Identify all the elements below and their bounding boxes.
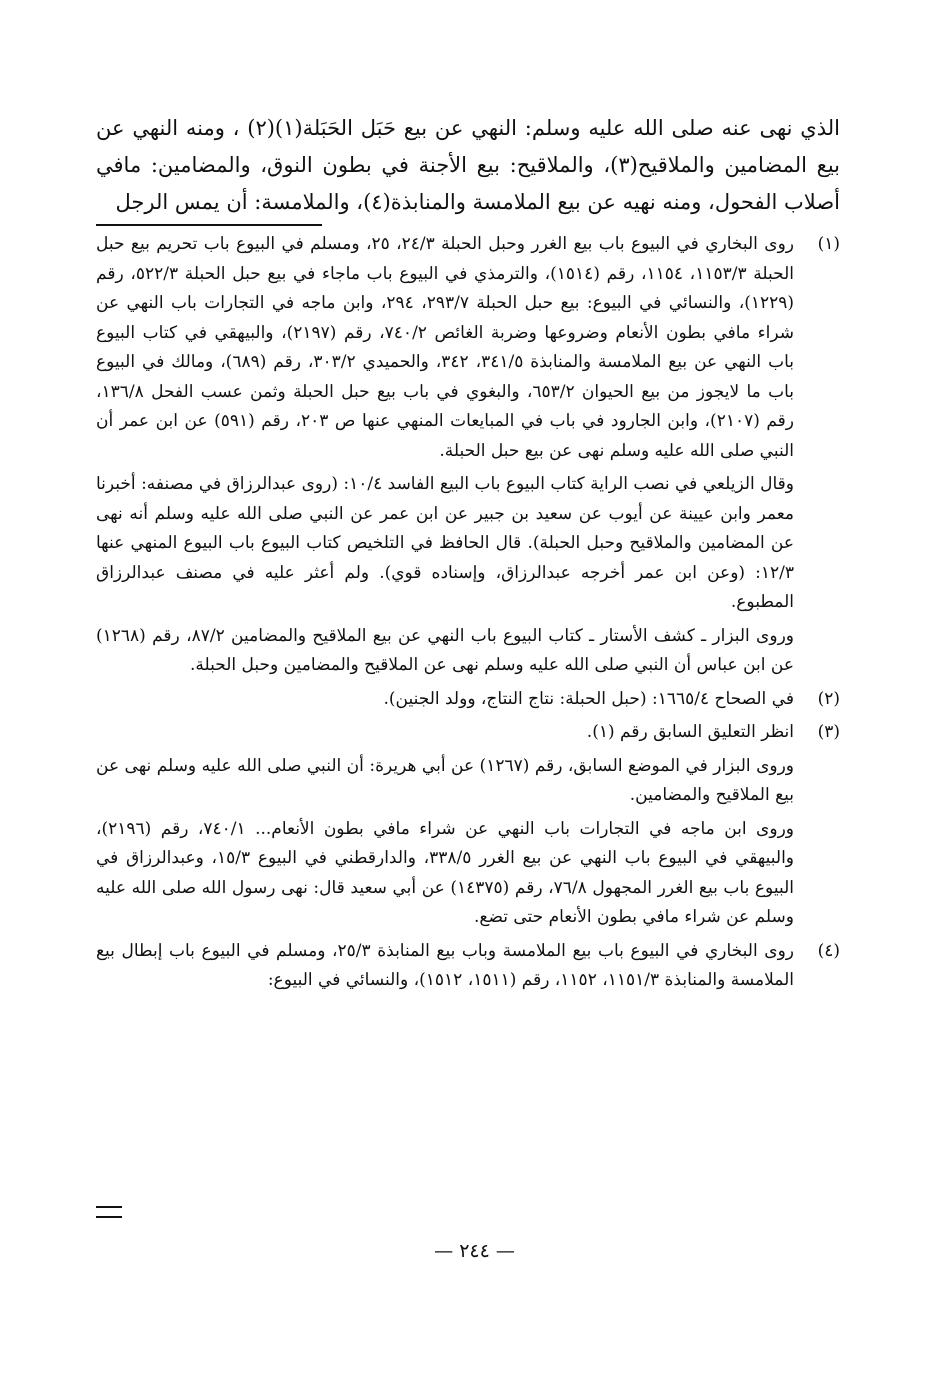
footnote-4 <box>96 937 840 1000</box>
footnotes <box>96 230 840 1000</box>
footnote-separator <box>96 224 322 226</box>
footnote-body <box>96 230 794 685</box>
footnote-body <box>96 685 794 719</box>
footnote-paragraph: روى البخاري في البيوع باب بيع الغرر وحبل الحبلة ٢٤/٣، ٢٥، ومسلم في البيوع باب تحريم بيع حبل الحبلة ١١٥٣/٣، ١١٥٤، رقم (١٥١٤)، والترمذي في البيوع باب ماجاء في بيع حبل الحبلة ٥٢٢/٣، رقم (١٢٢٩)، والنسائي في البيوع: بيع حبل الحبلة ٢٩٣/٧، ٢٩٤، وابن ماجه في التجارات باب النهي عن شراء مافي بطون الأنعام وضروعها وضربة الغائص ٧٤٠/٢، رقم (٢١٩٧)، والبيهقي في كتاب البيوع باب النهي عن بيع الملامسة والمنابذة ٣٤١/٥، ٣٤٢، والحميدي ٣٠٣/٢، رقم (٦٨٩)، ومالك في البيوع باب ما لايجوز من بيع الحيوان ٦٥٣/٢، والبغوي في باب بيع حبل الحبلة وثمن عسب الفحل ١٣٦/٨، رقم (٢١٠٧)، وابن الجارود في باب في المبايعات المنهي عنها ص ٢٠٣، رقم (٥٩١) عن ابن عمر أن النبي صلى الله عليه وسلم نهى عن بيع حبل الحبلة. <box>96 234 795 461</box>
page-number: — ٢٤٤ — <box>434 1240 515 1262</box>
footnote-paragraph: في الصحاح ١٦٦٥/٤: (حبل الحبلة: نتاج النتاج، وولد الجنين). <box>383 688 794 709</box>
footnote-number: (٣) <box>817 722 840 742</box>
footnote-paragraph: وروى ابن ماجه في التجارات باب النهي عن شراء مافي بطون الأنعام... ٧٤٠/١، رقم (٢١٩٦)، والبيهقي في البيوع باب النهي عن بيع الغرر ٣٣٨/٥، والدارقطني في البيوع ١٥/٣، وعبدالرزاق في البيوع باب بيع الغرر المجهول ٧٦/٨، رقم (١٤٣٧٥) عن أبي سعيد قال: نهى رسول الله صلى الله عليه وسلم عن شراء مافي بطون الأنعام حتى تضع. <box>96 818 795 927</box>
footnote-body <box>96 718 794 937</box>
footnote-paragraph: وقال الزيلعي في نصب الراية كتاب البيوع باب البيع الفاسد ١٠/٤: (روى عبدالرزاق في مصنفه: أخبرنا معمر وابن عيينة عن أيوب عن سعيد بن جبير عن ابن عمر عن النبي صلى الله عليه وسلم أنه نهى عن المضامين والملاقيح وحبل الحبلة). قال الحافظ في التلخيص كتاب البيوع باب البيوع المنهي عنها ١٢/٣: (وعن ابن عمر أخرجه عبدالرزاق، وإسناده قوي). ولم أعثر عليه في مصنف عبدالرزاق المطبوع. <box>96 474 795 612</box>
footnote-paragraph: وروى البزار ـ كشف الأستار ـ كتاب البيوع باب النهي عن بيع الملاقيح والمضامين ٨٧/٢، رقم (١٢٦٨) عن ابن عباس أن النبي صلى الله عليه وسلم نهى عن الملاقيح والمضامين وحبل الحبلة. <box>96 625 794 675</box>
footnote-paragraph: روى البخاري في البيوع باب بيع الملامسة وباب بيع المنابذة ٢٥/٣، ومسلم في البيوع باب إبطال بيع الملامسة والمنابذة ١١٥١/٣، ١١٥٢، رقم (١٥١١، ١٥١٢)، والنسائي في البيوع: <box>96 940 794 990</box>
footnote-paragraph: انظر التعليق السابق رقم (١). <box>586 722 794 742</box>
footnote-number: (١) <box>817 234 840 254</box>
footnote-number: (٢) <box>817 688 840 709</box>
footnote-body <box>96 937 794 1000</box>
footnote-paragraph: وروى البزار في الموضع السابق، رقم (١٢٦٧) عن أبي هريرة: أن النبي صلى الله عليه وسلم نهى عن بيع الملاقيح والمضامين. <box>96 755 794 805</box>
page-content <box>96 110 840 1000</box>
main-text: الذي نهى عنه صلى الله عليه وسلم: النهي عن بيع حَبَل الحَبَلة(١)(٢) ، ومنه النهي عن بيع المضامين والملاقيح(٣)، والملاقيح: بيع الأجنة في بطون النوق، والمضامين: مافي أصلاب الفحول، ومنه نهيه عن بيع الملامسة والمنابذة(٤)، والملامسة: أن يمس الرجل <box>96 116 840 214</box>
footnote-2 <box>96 685 840 719</box>
continuation-mark <box>96 1206 122 1218</box>
footnote-1 <box>96 230 840 685</box>
footnote-number: (٤) <box>817 940 840 961</box>
footnote-3 <box>96 718 840 937</box>
